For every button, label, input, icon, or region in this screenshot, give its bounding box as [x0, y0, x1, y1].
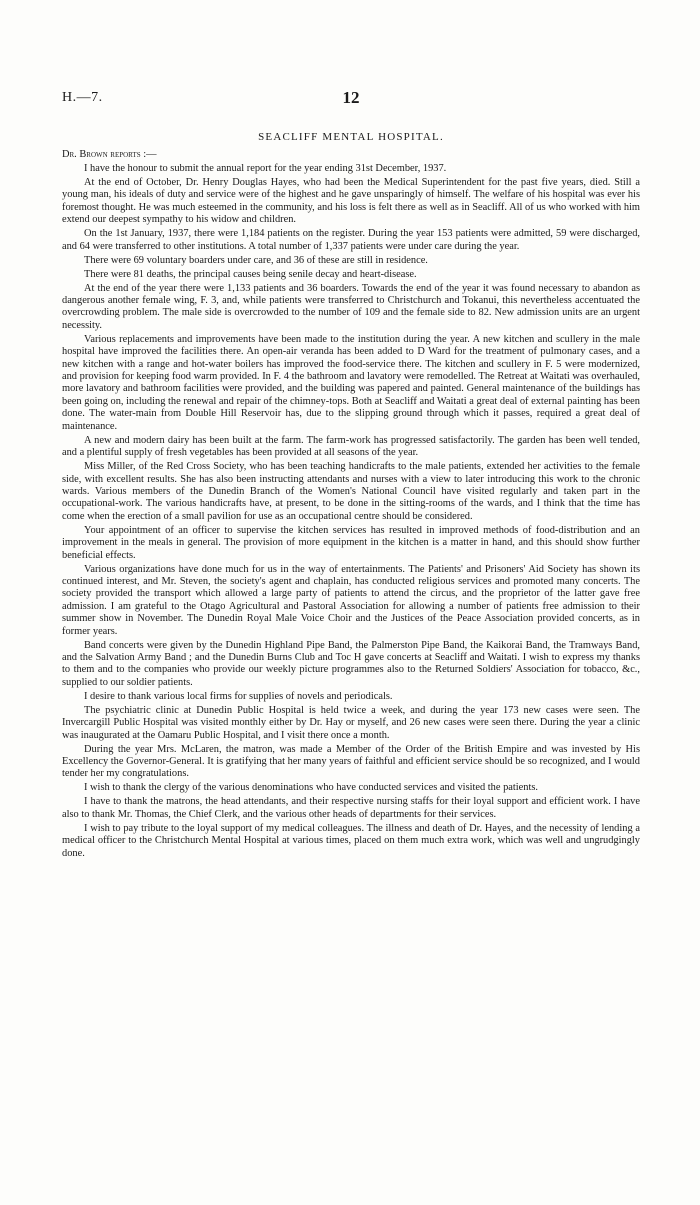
paragraph: I have the honour to submit the annual report for the year ending 31st December, 1937.: [84, 163, 447, 174]
paragraph: Miss Miller, of the Red Cross Society, who has been teaching handicrafts to the male patients, extended her activities to the female side, with excellent results. She has also been instructing attendants and nurses with a view to later introducing this work to the chronic wards. Various members of the Dunedin Branch of the Women's National Council have visited regularly and taken part in the occupational-work. The various handicrafts have, at present, to be done in the sitting-rooms of the wards, and I think that the time has come when the erection of a small pavilion for use as an occupational centre should be considered.: [62, 461, 640, 522]
paragraph: Your appointment of an officer to supervise the kitchen services has resulted in improved methods of food-distribution and an improvement in the meals in general. The provision of more equipment in the kitchen is a matter in hand, and this should show further beneficial effects.: [62, 524, 640, 561]
paragraph: I wish to thank the clergy of the various denominations who have conducted services and visited the patients.: [84, 782, 538, 794]
paragraph: There were 69 voluntary boarders under care, and 36 of these are still in residence.: [84, 254, 428, 266]
paragraph: I wish to pay tribute to the loyal support of my medical colleagues. The illness and death of Dr. Hayes, and the necessity of lending a medical officer to the Christchurch Mental Hospital at various times, placed on them much extra work, which was well and ungrudgingly done.: [62, 822, 640, 859]
paragraph: At the end of October, Dr. Henry Douglas Hayes, who had been the Medical Superintendent for the past five years, died. Still a young man, his ideals of duty and service were of the highest and he gave unsparingly of himself. The welfare of his hospital was ever his foremost thought. He was much esteemed in the community, and his loss is felt there as well as in Seacliff. All of us who worked with him extend our deepest sympathy to his widow and children.: [62, 177, 640, 226]
paragraph: Various organizations have done much for us in the way of entertainments. The Patients' and Prisoners' Aid Society has shown its continued interest, and Mr. Steven, the society's agent and chaplain, has conducted religious services and promoted many concerts. The society provided the transport which allowed a large party of patients to attend the circus, and the proprietor of the latter gave free admission. I am grateful to the Otago Agricultural and Pastoral Association for allowing a number of patients free admission to their summer show in November. The Dunedin Royal Male Voice Choir and the Justices of the Peace Association provided concerts, as in former years.: [62, 563, 640, 637]
paragraph: I desire to thank various local firms for supplies of novels and periodicals.: [84, 690, 393, 702]
report-body: [62, 149, 640, 862]
paragraph: During the year Mrs. McLaren, the matron, was made a Member of the Order of the British Empire and was invested by His Excellency the Governor-General. It is gratifying that her many years of faithful and efficient service should be so recognized, and I would tender her my congratulations.: [62, 743, 640, 780]
document-reference: H.—7.: [62, 90, 103, 105]
page-number: 12: [342, 88, 360, 107]
page-header: [62, 90, 640, 110]
paragraph: On the 1st January, 1937, there were 1,184 patients on the register. During the year 153 patients were admitted, 59 were discharged, and 64 were transferred to other institutions. A total number of 1,337 patients were under care during the year.: [62, 228, 640, 252]
paragraph: There were 81 deaths, the principal causes being senile decay and heart-disease.: [84, 268, 417, 280]
paragraph: The psychiatric clinic at Dunedin Public Hospital is held twice a week, and during the year 173 new cases were seen. The Invercargill Public Hospital was visited monthly either by Dr. Hay or myself, and 26 new cases were seen there. During the year a clinic was inaugurated at the Oamaru Public Hospital, and I visit there once a month.: [62, 704, 640, 741]
reporter-line: Dr. Brown reports :—: [62, 149, 157, 160]
paragraph: Various replacements and improvements have been made to the institution during the year. A new kitchen and scullery in the male hospital have improved the facilities there. An open-air veranda has been added to D Ward for the treatment of pulmonary cases, and a new kitchen with a range and hot-water boilers has improved the food-service there. The kitchen and scullery in F. 5 were modernized, and provision for keeping food warm provided. In F. 4 the bathroom and lavatory were remodelled. The Retreat at Waitati was overhauled, more lavatory and bathroom facilities were provided, and the building was papered and painted. General maintenance of the buildings has been going on, including the renewal and repair of the chimney-tops. Both at Seacliff and Waitati a great deal of external painting has been done. The water-main from Double Hill Reservoir has, due to the slipping ground through which it passes, required a great deal of maintenance.: [62, 333, 640, 432]
paragraph: At the end of the year there were 1,133 patients and 36 boarders. Towards the end of the year it was found necessary to abandon as dangerous another female wing, F. 3, and, while patients were transferred to Christchurch and Tokanui, this nevertheless accentuated the overcrowding problem. The male side is overcrowded to the number of 109 and the female side to 82. New admission units are an urgent necessity.: [62, 282, 640, 331]
section-title: SEACLIFF MENTAL HOSPITAL.: [258, 131, 444, 143]
paragraph: I have to thank the matrons, the head attendants, and their respective nursing staffs for their loyal support and efficient work. I have also to thank Mr. Thomas, the Chief Clerk, and the various other heads of departments for their services.: [62, 796, 640, 820]
paragraph: A new and modern dairy has been built at the farm. The farm-work has progressed satisfactorily. The garden has been well tended, and a plentiful supply of fresh vegetables has been provided at all seasons of the year.: [62, 434, 640, 459]
paragraph: Band concerts were given by the Dunedin Highland Pipe Band, the Palmerston Pipe Band, the Kaikorai Band, the Tramways Band, and the Salvation Army Band ; and the Dunedin Burns Club and Toc H gave concerts at Seacliff and Waitati. I wish to express my thanks to them and to the companies who provide our weekly picture programmes also to the Returned Soldiers' Association for tobacco, &c., supplied to our soldier patients.: [62, 639, 640, 688]
